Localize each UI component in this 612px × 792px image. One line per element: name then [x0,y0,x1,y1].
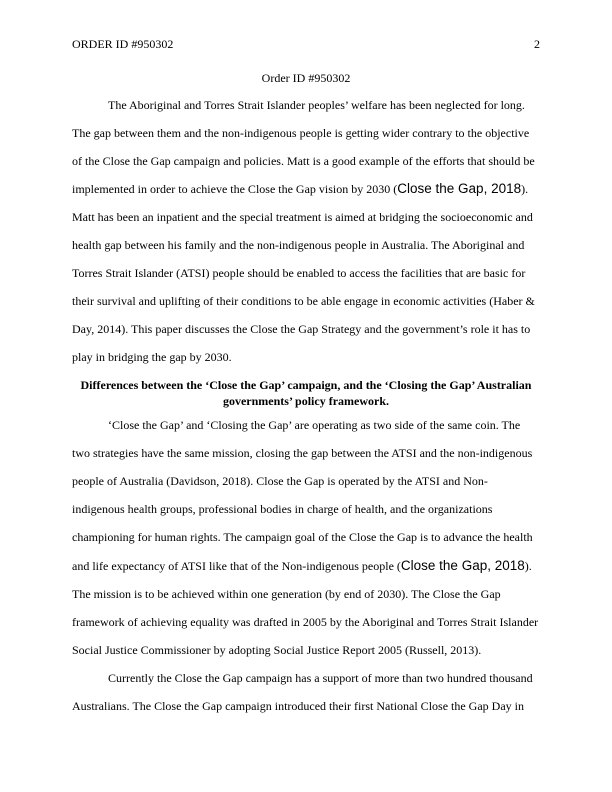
text-line: indigenous health groups, professional bodies in charge of health, and the organizations [72,502,493,516]
citation: Close the Gap, 2018 [400,558,525,573]
text-line: Day, 2014). This paper discusses the Close the Gap Strategy and the government’s role it has to [72,322,531,336]
text-line: two strategies have the same mission, closing the gap between the ATSI and the non-indigenous [72,446,533,460]
text-line: framework of achieving equality was drafted in 2005 by the Aboriginal and Torres Strait Islander [72,615,539,629]
text-line: Matt has been an inpatient and the special treatment is aimed at bridging the socioeconomic and [72,210,533,224]
text-line: play in bridging the gap by 2030. [72,350,232,364]
text-line: health gap between his family and the non-indigenous people in Australia. The Aboriginal and [72,238,525,252]
text-line [72,181,528,197]
text-line [72,558,532,574]
text-line: Australians. The Close the Gap campaign introduced their first National Close the Gap Day in [72,699,524,713]
text-span: implemented in order to achieve the Close the Gap vision by 2030 ( [72,182,398,196]
page-number: 2 [534,37,540,51]
text-line: The gap between them and the non-indigenous people is getting wider contrary to the objective [72,126,530,140]
running-head: ORDER ID #950302 [72,37,174,51]
text-span: ). [521,182,529,196]
text-line: Torres Strait Islander (ATSI) people should be enabled to access the facilities that are basic for [72,266,526,280]
text-line: championing for human rights. The campaign goal of the Close the Gap is to advance the health [72,530,533,544]
citation: Close the Gap, 2018 [397,181,522,196]
text-line: Currently the Close the Gap campaign has a support of more than two hundred thousand [108,671,533,685]
heading-line: governments’ policy framework. [222,394,390,408]
text-span: ). [524,559,532,573]
text-line: of the Close the Gap campaign and policies. Matt is a good example of the efforts that should be [72,154,535,168]
text-line: people of Australia (Davidson, 2018). Close the Gap is operated by the ATSI and Non- [72,474,488,488]
text-line: Social Justice Commissioner by adopting Social Justice Report 2005 (Russell, 2013). [72,643,482,657]
text-line: The Aboriginal and Torres Strait Islander peoples’ welfare has been neglected for long. [108,98,525,112]
text-span: and life expectancy of ATSI like that of the Non-indigenous people ( [72,559,401,573]
text-line: The mission is to be achieved within one generation (by end of 2030). The Close the Gap [72,587,501,601]
heading-line: Differences between the ‘Close the Gap’ campaign, and the ‘Closing the Gap’ Australian [80,378,532,392]
text-line: ‘Close the Gap’ and ‘Closing the Gap’ are operating as two side of the same coin. The [108,418,521,432]
document-title: Order ID #950302 [261,71,351,85]
text-line: their survival and uplifting of their conditions to be able engage in economic activities (Haber & [72,294,535,308]
